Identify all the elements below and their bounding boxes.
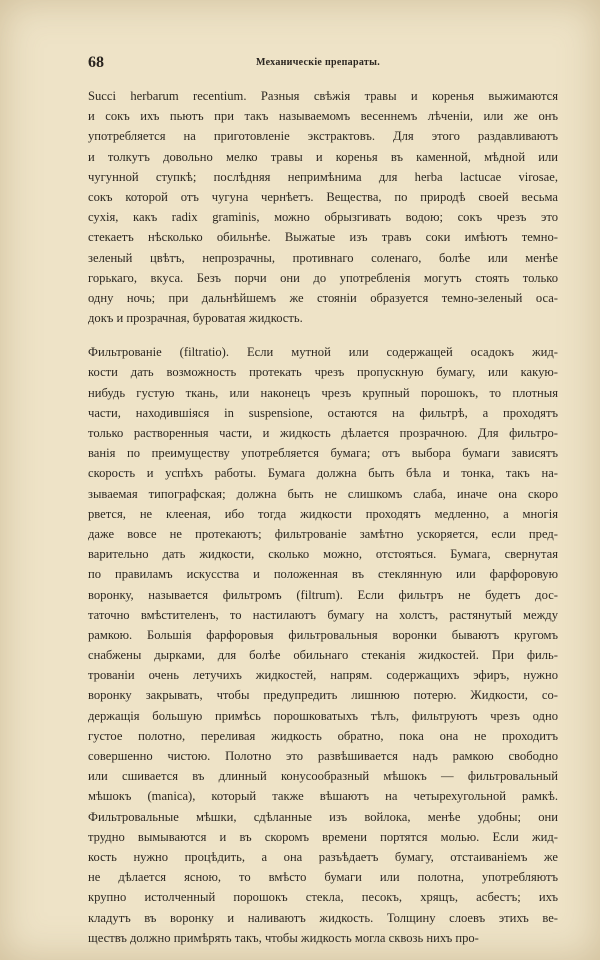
text-line: кости дать возможность протекать чрезъ пропускную бумагу, или какую- (88, 365, 558, 380)
page-header (88, 54, 558, 72)
text-line: ществъ должно примѣрять такъ, чтобы жидкость могла сквозь нихъ про- (88, 930, 479, 945)
text-line: снабжены дырками, для болѣе обильнаго стеканія жидкостей. При филь- (88, 648, 558, 663)
text-line: или сшивается въ длинный конусообразный мѣшокъ — фильтровальный (88, 769, 558, 784)
text-line: Фильтрованіе (filtratio). Если мутной или содержащей осадокъ жид- (88, 345, 558, 360)
text-line: употребляется на приготовленіе экстрактовъ. Для этого раздавливаютъ (88, 129, 558, 144)
text-line: части, находившіяся in suspensione, остаются на фильтрѣ, а проходятъ (88, 405, 558, 420)
text-line: кладутъ въ воронку и наливаютъ жидкость. Толщину слоевъ этихъ ве- (88, 910, 558, 925)
text-line: не дѣлается ясною, то вмѣсто бумаги или полотна, употребляютъ (88, 870, 558, 885)
paragraph-succi-herbarum (88, 86, 558, 328)
running-head: Механическіе препараты. (256, 57, 380, 68)
text-line: и сокъ ихъ пьютъ при такъ называемомъ весеннемъ лѣченіи, или же онъ (88, 109, 558, 124)
text-line: воронку закрывать, чтобы предупредить лишнюю потерю. Жидкости, со- (88, 688, 558, 703)
page-number: 68 (88, 54, 104, 71)
paragraph-filtrovanie (88, 342, 558, 948)
text-line: сухія, какъ radix graminis, можно обрызгивать водою; сокъ чрезъ это (88, 210, 558, 225)
text-line: сокъ которой отъ чугуна чернѣетъ. Вещества, по природѣ своей весьма (88, 189, 558, 204)
text-line: нибудь густую ткань, или наконецъ чрезъ крупный порошокъ, то плотныя (88, 385, 558, 400)
text-line: ванія по преимуществу употребляется бумага; отъ выбора бумаги зависятъ (88, 446, 558, 461)
text-line: таточно вмѣстителенъ, то настилаютъ бумагу на холстъ, растянутый между (88, 607, 558, 622)
text-line: варительно дать жидкости, сколько можно, отстояться. Бумага, свернутая (88, 547, 558, 562)
text-line: мѣшокъ (manica), который также вѣшаютъ на четырехугольной рамкѣ. (88, 789, 558, 804)
text-line: Succi herbarum recentium. Разныя свѣжія травы и коренья выжимаются (88, 89, 558, 103)
paragraph-gap (88, 328, 558, 342)
text-line: густое полотно, переливая жидкость обратно, пока она не проходитъ (88, 728, 558, 743)
text-line: стекаетъ нѣсколько обильнѣе. Выжатые изъ травъ соки имѣютъ темно- (88, 230, 558, 245)
text-line: совершенно чистою. Полотно это развѣшивается надъ рамкою свободно (88, 749, 558, 763)
text-line: рвется, не клееная, ибо тогда жидкости проходятъ медленно, а многія (88, 506, 558, 521)
text-line: одну ночь; при дальнѣйшемъ же стояніи образуется темно-зеленый оса- (88, 290, 558, 305)
text-line: и толкутъ довольно мелко травы и коренья въ каменной, мѣдной или (88, 149, 558, 164)
text-line: докъ и прозрачная, буроватая жидкость. (88, 311, 303, 326)
text-line: рамкою. Большія фарфоровыя фильтровальныя воронки бываютъ кругомъ (88, 627, 558, 642)
text-line: трованіи очень летучихъ жидкостей, напрям. содержащихъ эфиръ, нужно (88, 668, 558, 683)
text-line: воронку, называется фильтромъ (filtrum). Если фильтръ не будетъ дос- (88, 587, 558, 602)
text-line: трудно вымываются и въ скоромъ времени портятся молью. Если жид- (88, 829, 558, 844)
text-line: кость нужно процѣдить, а она разъѣдаетъ бумагу, отстаиваніемъ же (88, 849, 558, 864)
text-line: даже вовсе не протекаютъ; фильтрованіе замѣтно ускоряется, если пред- (88, 526, 558, 541)
text-line: зываемая типографская; должна быть не слишкомъ слаба, иначе она скоро (88, 486, 558, 501)
text-line: по правиламъ искусства и положенная въ стеклянную или фарфоровую (88, 567, 558, 582)
text-line: горькаго, вкуса. Безъ порчи они до употребленія могутъ стоять только (88, 270, 558, 285)
text-line: крупно истолченный порошокъ стекла, песокъ, хрящъ, асбестъ; ихъ (88, 890, 558, 905)
text-line: держащія большую примѣсь порошковатыхъ тѣлъ, фильтруютъ чрезъ одно (88, 708, 558, 723)
text-line: Фильтровальные мѣшки, сдѣланные изъ войлока, менѣе удобны; они (88, 809, 558, 824)
text-line: скорость и успѣхъ работы. Бумага должна быть бѣла и тонка, такъ на- (88, 466, 558, 481)
page-body (88, 86, 558, 948)
text-line: зеленый цвѣтъ, непрозрачны, противнаго соленаго, болѣе или менѣе (88, 250, 558, 265)
text-line: чугунной ступкѣ; послѣдняя непримѣнима для herba lactucae virosae, (88, 169, 558, 184)
text-line: только растворенныя части, и жидкость дѣлается прозрачною. Для фильтро- (88, 426, 558, 440)
